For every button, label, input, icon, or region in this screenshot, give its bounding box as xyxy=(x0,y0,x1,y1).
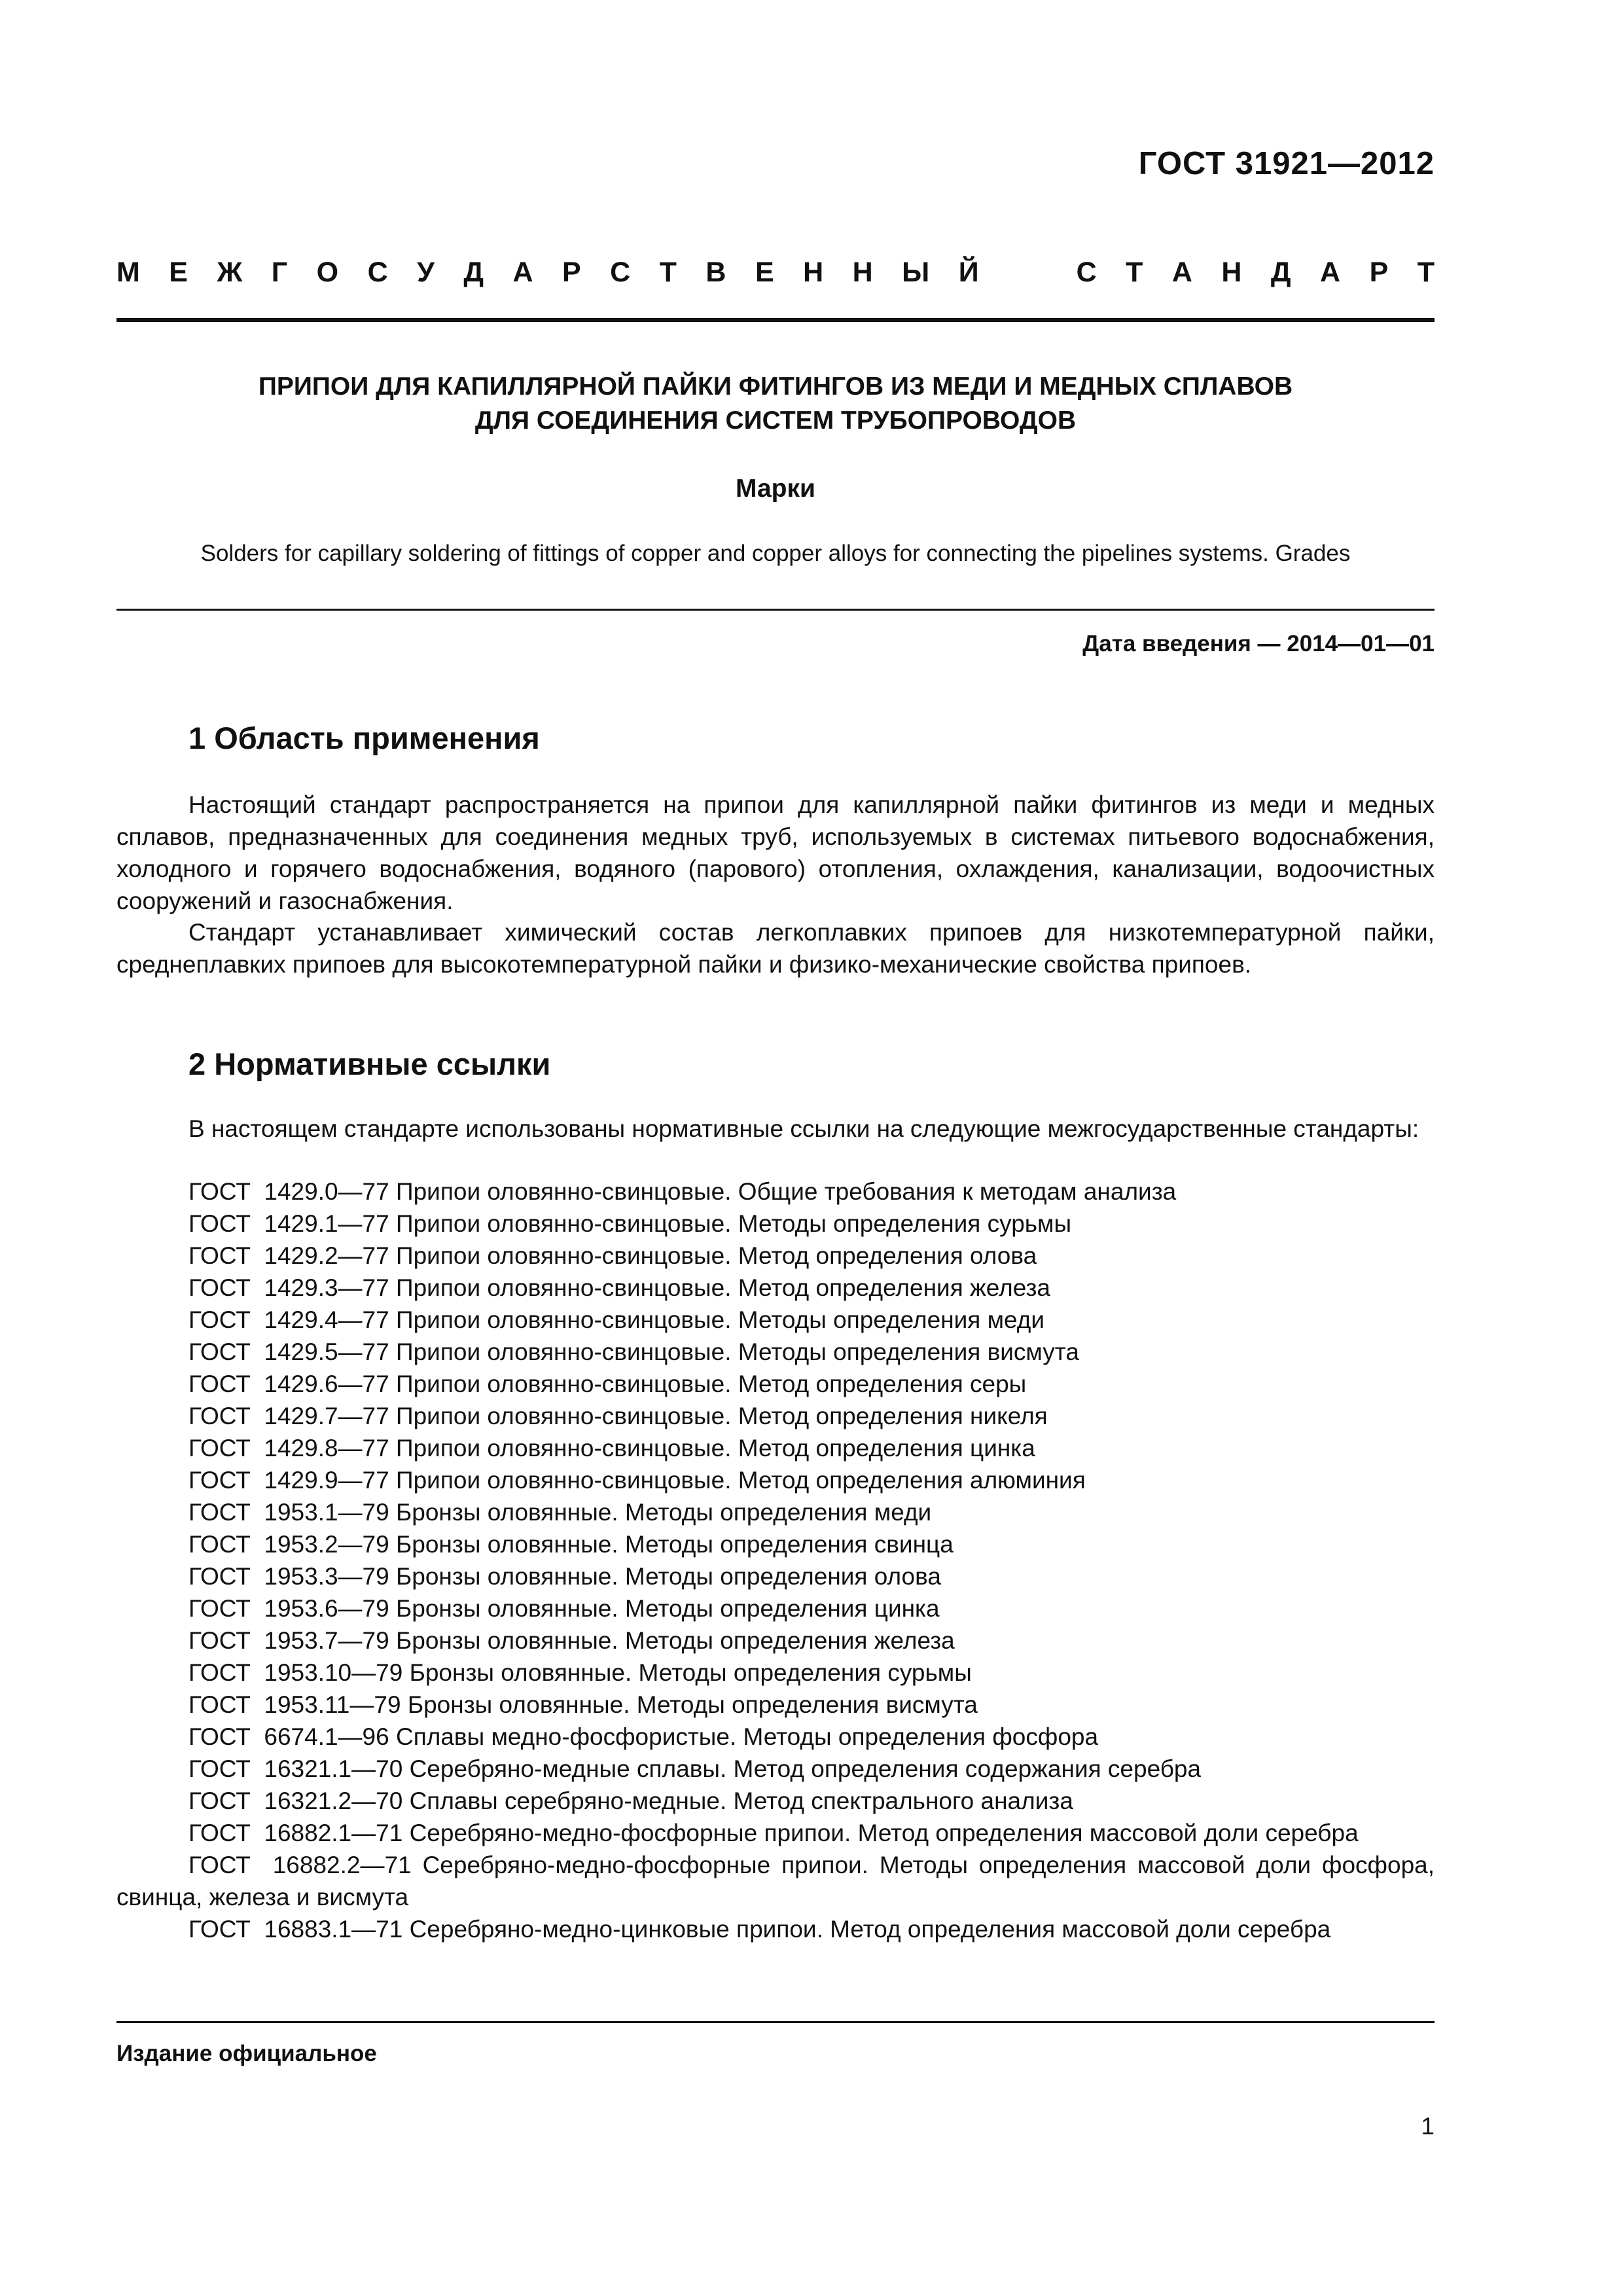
reference-title: Бронзы оловянные. Методы определения сурьмы xyxy=(409,1659,972,1686)
reference-item xyxy=(116,1432,1435,1464)
category-letter: Т xyxy=(1126,257,1143,288)
reference-item xyxy=(116,1304,1435,1336)
document-subtitle: Марки xyxy=(736,475,815,503)
reference-item xyxy=(116,1817,1435,1849)
reference-item xyxy=(116,1175,1435,1208)
reference-title: Бронзы оловянные. Методы определения меди xyxy=(396,1499,932,1526)
reference-title: Бронзы оловянные. Методы определения железа xyxy=(396,1627,955,1654)
footer-rule xyxy=(116,2021,1435,2023)
reference-code: ГОСТ 1429.1—77 xyxy=(188,1210,389,1237)
reference-code: ГОСТ 1429.4—77 xyxy=(188,1306,389,1333)
header-rule xyxy=(116,318,1435,322)
reference-code: ГОСТ 1953.10—79 xyxy=(188,1659,403,1686)
reference-title: Припои оловянно-свинцовые. Методы определения сурьмы xyxy=(396,1210,1072,1237)
category-letter: А xyxy=(1171,257,1192,288)
category-letter: А xyxy=(1320,257,1341,288)
reference-code: ГОСТ 16882.2—71 xyxy=(188,1852,412,1878)
reference-title: Припои оловянно-свинцовые. Метод определения алюминия xyxy=(396,1467,1086,1494)
reference-title: Серебряно-медно-фосфорные припои. Методы определения массовой доли фосфора, свинца, железа и висмута xyxy=(116,1852,1435,1910)
reference-item xyxy=(116,1560,1435,1592)
category-letter: Ж xyxy=(217,257,243,288)
category-letter: Ы xyxy=(902,257,930,288)
reference-code: ГОСТ 1429.9—77 xyxy=(188,1467,389,1494)
category-letter: У xyxy=(417,257,435,288)
reference-code: ГОСТ 1953.6—79 xyxy=(188,1595,389,1622)
reference-item xyxy=(116,1208,1435,1240)
reference-code: ГОСТ 1953.2—79 xyxy=(188,1531,389,1558)
category-letter: В xyxy=(705,257,726,288)
reference-code: ГОСТ 1953.11—79 xyxy=(188,1691,401,1718)
category-letter: С xyxy=(367,257,388,288)
reference-title: Бронзы оловянные. Методы определения олова xyxy=(396,1563,941,1590)
reference-item xyxy=(116,1721,1435,1753)
reference-item xyxy=(116,1240,1435,1272)
category-letter: Р xyxy=(1369,257,1389,288)
category-letter: С xyxy=(1076,257,1097,288)
english-title: Solders for capillary soldering of fittings of copper and copper alloys for connecting the pipelines systems. Grades xyxy=(200,541,1351,566)
reference-code: ГОСТ 1429.0—77 xyxy=(188,1178,389,1205)
reference-item xyxy=(116,1464,1435,1496)
reference-item xyxy=(116,1624,1435,1657)
reference-title: Припои оловянно-свинцовые. Метод определения железа xyxy=(396,1274,1051,1301)
reference-item xyxy=(116,1400,1435,1432)
introduction-date: Дата введения — 2014—01—01 xyxy=(1082,631,1435,656)
reference-item xyxy=(116,1272,1435,1304)
category-letter: Е xyxy=(169,257,188,288)
reference-title: Сплавы медно-фосфористые. Методы определения фосфора xyxy=(396,1723,1099,1750)
reference-item xyxy=(116,1785,1435,1817)
edition-label: Издание официальное xyxy=(116,2041,377,2066)
category-letter: С xyxy=(610,257,631,288)
reference-title: Припои оловянно-свинцовые. Метод определения серы xyxy=(396,1371,1027,1397)
reference-code: ГОСТ 1953.1—79 xyxy=(188,1499,389,1526)
section-2-intro: В настоящем стандарте использованы нормативные ссылки на следующие межгосударственные стандарты: xyxy=(188,1115,1419,1142)
reference-code: ГОСТ 1429.7—77 xyxy=(188,1403,389,1429)
title-line-2: ДЛЯ СОЕДИНЕНИЯ СИСТЕМ ТРУБОПРОВОДОВ xyxy=(474,406,1077,435)
letter-gap xyxy=(1008,257,1047,289)
interstate-standard-label xyxy=(116,257,1435,289)
title-rule xyxy=(116,609,1435,611)
reference-item xyxy=(116,1689,1435,1721)
reference-item xyxy=(116,1336,1435,1368)
reference-title: Припои оловянно-свинцовые. Методы определения меди xyxy=(396,1306,1045,1333)
reference-code: ГОСТ 16321.2—70 xyxy=(188,1787,403,1814)
reference-code: ГОСТ 16882.1—71 xyxy=(188,1820,403,1846)
reference-item xyxy=(116,1913,1435,1945)
category-letter: М xyxy=(116,257,140,288)
reference-code: ГОСТ 16321.1—70 xyxy=(188,1755,403,1782)
category-letter: Г xyxy=(271,257,288,288)
section-1-paragraph-2: Стандарт устанавливает химический состав легкоплавких припоев для низкотемпературной пайки, среднеплавких припоев для высокотемпературной пайки и физико-механические свойства припоев. xyxy=(116,919,1435,978)
section-2-heading: 2 Нормативные ссылки xyxy=(188,1047,551,1081)
reference-title: Серебряно-медно-фосфорные припои. Метод определения массовой доли серебра xyxy=(409,1820,1359,1846)
title-line-1: ПРИПОИ ДЛЯ КАПИЛЛЯРНОЙ ПАЙКИ ФИТИНГОВ ИЗ МЕДИ И МЕДНЫХ СПЛАВОВ xyxy=(258,372,1293,401)
reference-item xyxy=(116,1496,1435,1528)
reference-code: ГОСТ 1429.2—77 xyxy=(188,1242,389,1269)
reference-code: ГОСТ 6674.1—96 xyxy=(188,1723,389,1750)
reference-item xyxy=(116,1657,1435,1689)
document-page xyxy=(116,0,1435,2296)
reference-title: Припои оловянно-свинцовые. Метод определения олова xyxy=(396,1242,1037,1269)
reference-item xyxy=(116,1368,1435,1400)
reference-title: Припои оловянно-свинцовые. Метод определения цинка xyxy=(396,1435,1035,1462)
reference-title: Припои оловянно-свинцовые. Общие требования к методам анализа xyxy=(396,1178,1177,1205)
reference-item xyxy=(116,1528,1435,1560)
category-letter: Е xyxy=(755,257,774,288)
category-letter: О xyxy=(316,257,339,288)
normative-references-list xyxy=(116,1175,1435,1945)
category-letter: Д xyxy=(1270,257,1291,288)
category-letter: Т xyxy=(659,257,677,288)
category-letter: Т xyxy=(1417,257,1435,288)
category-letter: Н xyxy=(852,257,873,288)
category-letter: А xyxy=(512,257,533,288)
reference-code: ГОСТ 1429.6—77 xyxy=(188,1371,389,1397)
reference-code: ГОСТ 1953.7—79 xyxy=(188,1627,389,1654)
category-letter: Н xyxy=(803,257,824,288)
page-number: 1 xyxy=(1421,2113,1435,2140)
reference-title: Серебряно-медно-цинковые припои. Метод определения массовой доли серебра xyxy=(409,1916,1331,1943)
reference-title: Сплавы серебряно-медные. Метод спектрального анализа xyxy=(409,1787,1073,1814)
standard-number: ГОСТ 31921—2012 xyxy=(1138,146,1435,181)
category-letter: Н xyxy=(1221,257,1242,288)
section-1-heading: 1 Область применения xyxy=(188,721,540,755)
category-letter: Р xyxy=(562,257,581,288)
reference-title: Бронзы оловянные. Методы определения висмута xyxy=(407,1691,978,1718)
reference-title: Бронзы оловянные. Методы определения цинка xyxy=(396,1595,940,1622)
category-letter: Д xyxy=(463,257,484,288)
category-letter: Й xyxy=(958,257,979,288)
reference-code: ГОСТ 1429.5—77 xyxy=(188,1338,389,1365)
reference-code: ГОСТ 1429.3—77 xyxy=(188,1274,389,1301)
document-title xyxy=(116,370,1435,438)
reference-code: ГОСТ 1429.8—77 xyxy=(188,1435,389,1462)
reference-item xyxy=(116,1849,1435,1913)
reference-title: Припои оловянно-свинцовые. Метод определения никеля xyxy=(396,1403,1048,1429)
reference-code: ГОСТ 16883.1—71 xyxy=(188,1916,403,1943)
reference-item xyxy=(116,1753,1435,1785)
reference-title: Бронзы оловянные. Методы определения свинца xyxy=(396,1531,954,1558)
reference-title: Припои оловянно-свинцовые. Методы определения висмута xyxy=(396,1338,1079,1365)
reference-title: Серебряно-медные сплавы. Метод определения содержания серебра xyxy=(409,1755,1202,1782)
reference-code: ГОСТ 1953.3—79 xyxy=(188,1563,389,1590)
section-1-paragraph-1: Настоящий стандарт распространяется на припои для капиллярной пайки фитингов из меди и медных сплавов, предназначенных для соединения медных труб, используемых в системах питьевого водоснабжения, холодного и горячего водоснабжения, водяного (парового) отопления, охлаждения, канализации, водоочистных сооружений и газоснабжения. xyxy=(116,791,1435,914)
reference-item xyxy=(116,1592,1435,1624)
